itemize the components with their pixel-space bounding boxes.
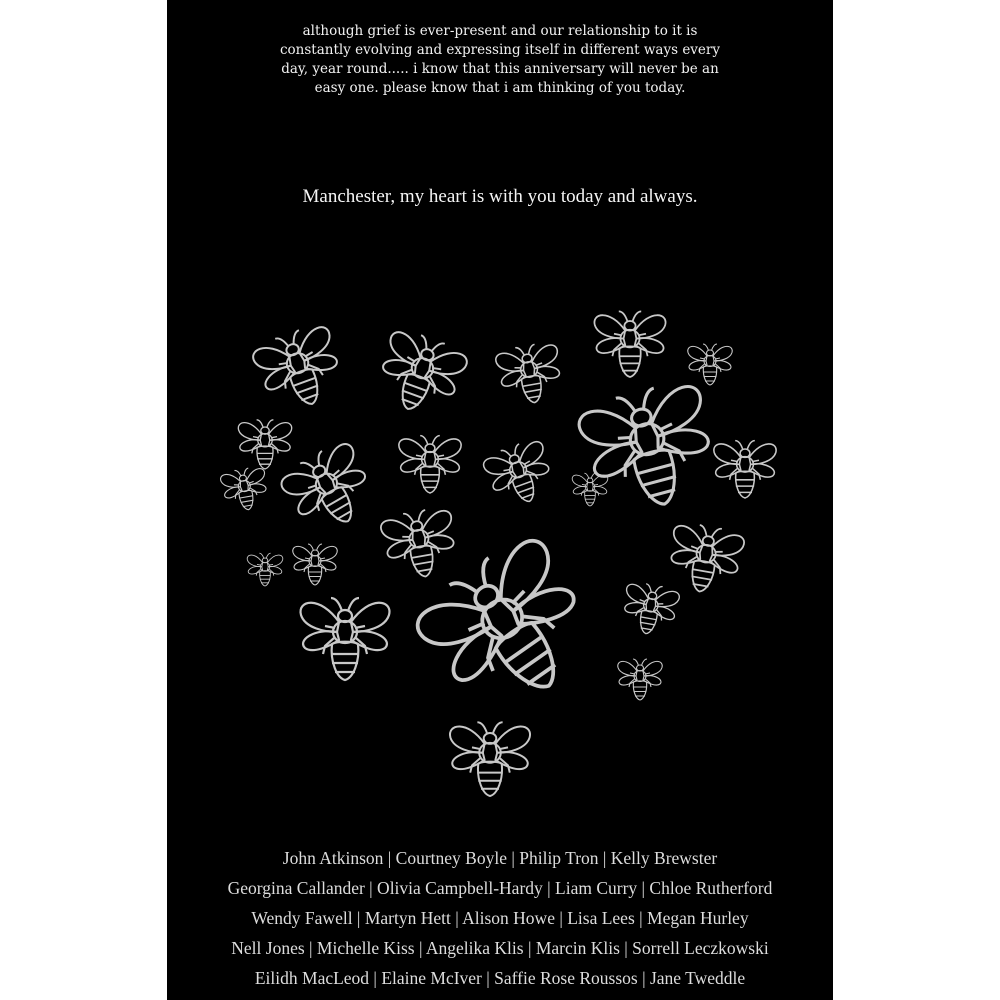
bee-icon [407, 528, 611, 729]
bee-icon [664, 521, 745, 598]
bee-icon [481, 437, 559, 512]
bee-icon [620, 581, 681, 639]
bee-icon [494, 341, 565, 408]
intro-line: day, year round..... i know that this anniversary will never be an [281, 61, 719, 77]
story-panel [167, 0, 833, 1000]
victims-names-list [167, 843, 833, 993]
bee-icon [247, 553, 283, 586]
names-line: John Atkinson | Courtney Boyle | Philip Tron | Kelly Brewster [282, 848, 718, 868]
bee-icon [238, 420, 291, 469]
bee-icon [249, 321, 349, 418]
names-line: Eilidh MacLeod | Elaine McIver | Saffie Rose Roussos | Jane Tweddle [254, 968, 746, 988]
names-line: Georgina Callander | Olivia Campbell-Hardy | Liam Curry | Chloe Rutherford [227, 878, 773, 898]
intro-line: constantly evolving and expressing itself in different ways every [279, 42, 721, 58]
dedication-text: Manchester, my heart is with you today and always. [302, 186, 698, 207]
names-line: Nell Jones | Michelle Kiss | Angelika Klis | Marcin Klis | Sorrell Leczkowski [231, 938, 769, 958]
bee-icon [688, 344, 732, 385]
intro-line: although grief is ever-present and our relationship to it is [302, 23, 698, 39]
bee-icon [399, 436, 461, 493]
bee-heart-illustration [167, 300, 833, 820]
bee-icon [276, 437, 382, 541]
intro-line: easy one. please know that i am thinking of you today. [314, 80, 686, 96]
bee-icon [301, 598, 390, 680]
bee-icon [714, 441, 776, 498]
bee-icon [219, 465, 270, 513]
bee-icon [379, 506, 460, 583]
names-line: Wendy Fawell | Martyn Hett | Alison Howe | Lisa Lees | Megan Hurley [251, 908, 749, 928]
bee-icon [450, 722, 530, 796]
bee-icon [594, 311, 665, 377]
bee-icon [618, 659, 662, 700]
bee-icon [572, 473, 608, 506]
bee-icon [370, 326, 470, 423]
bee-icon [293, 544, 337, 585]
intro-message [167, 22, 833, 98]
bee-icon [575, 377, 725, 520]
bee-icons [219, 311, 776, 796]
